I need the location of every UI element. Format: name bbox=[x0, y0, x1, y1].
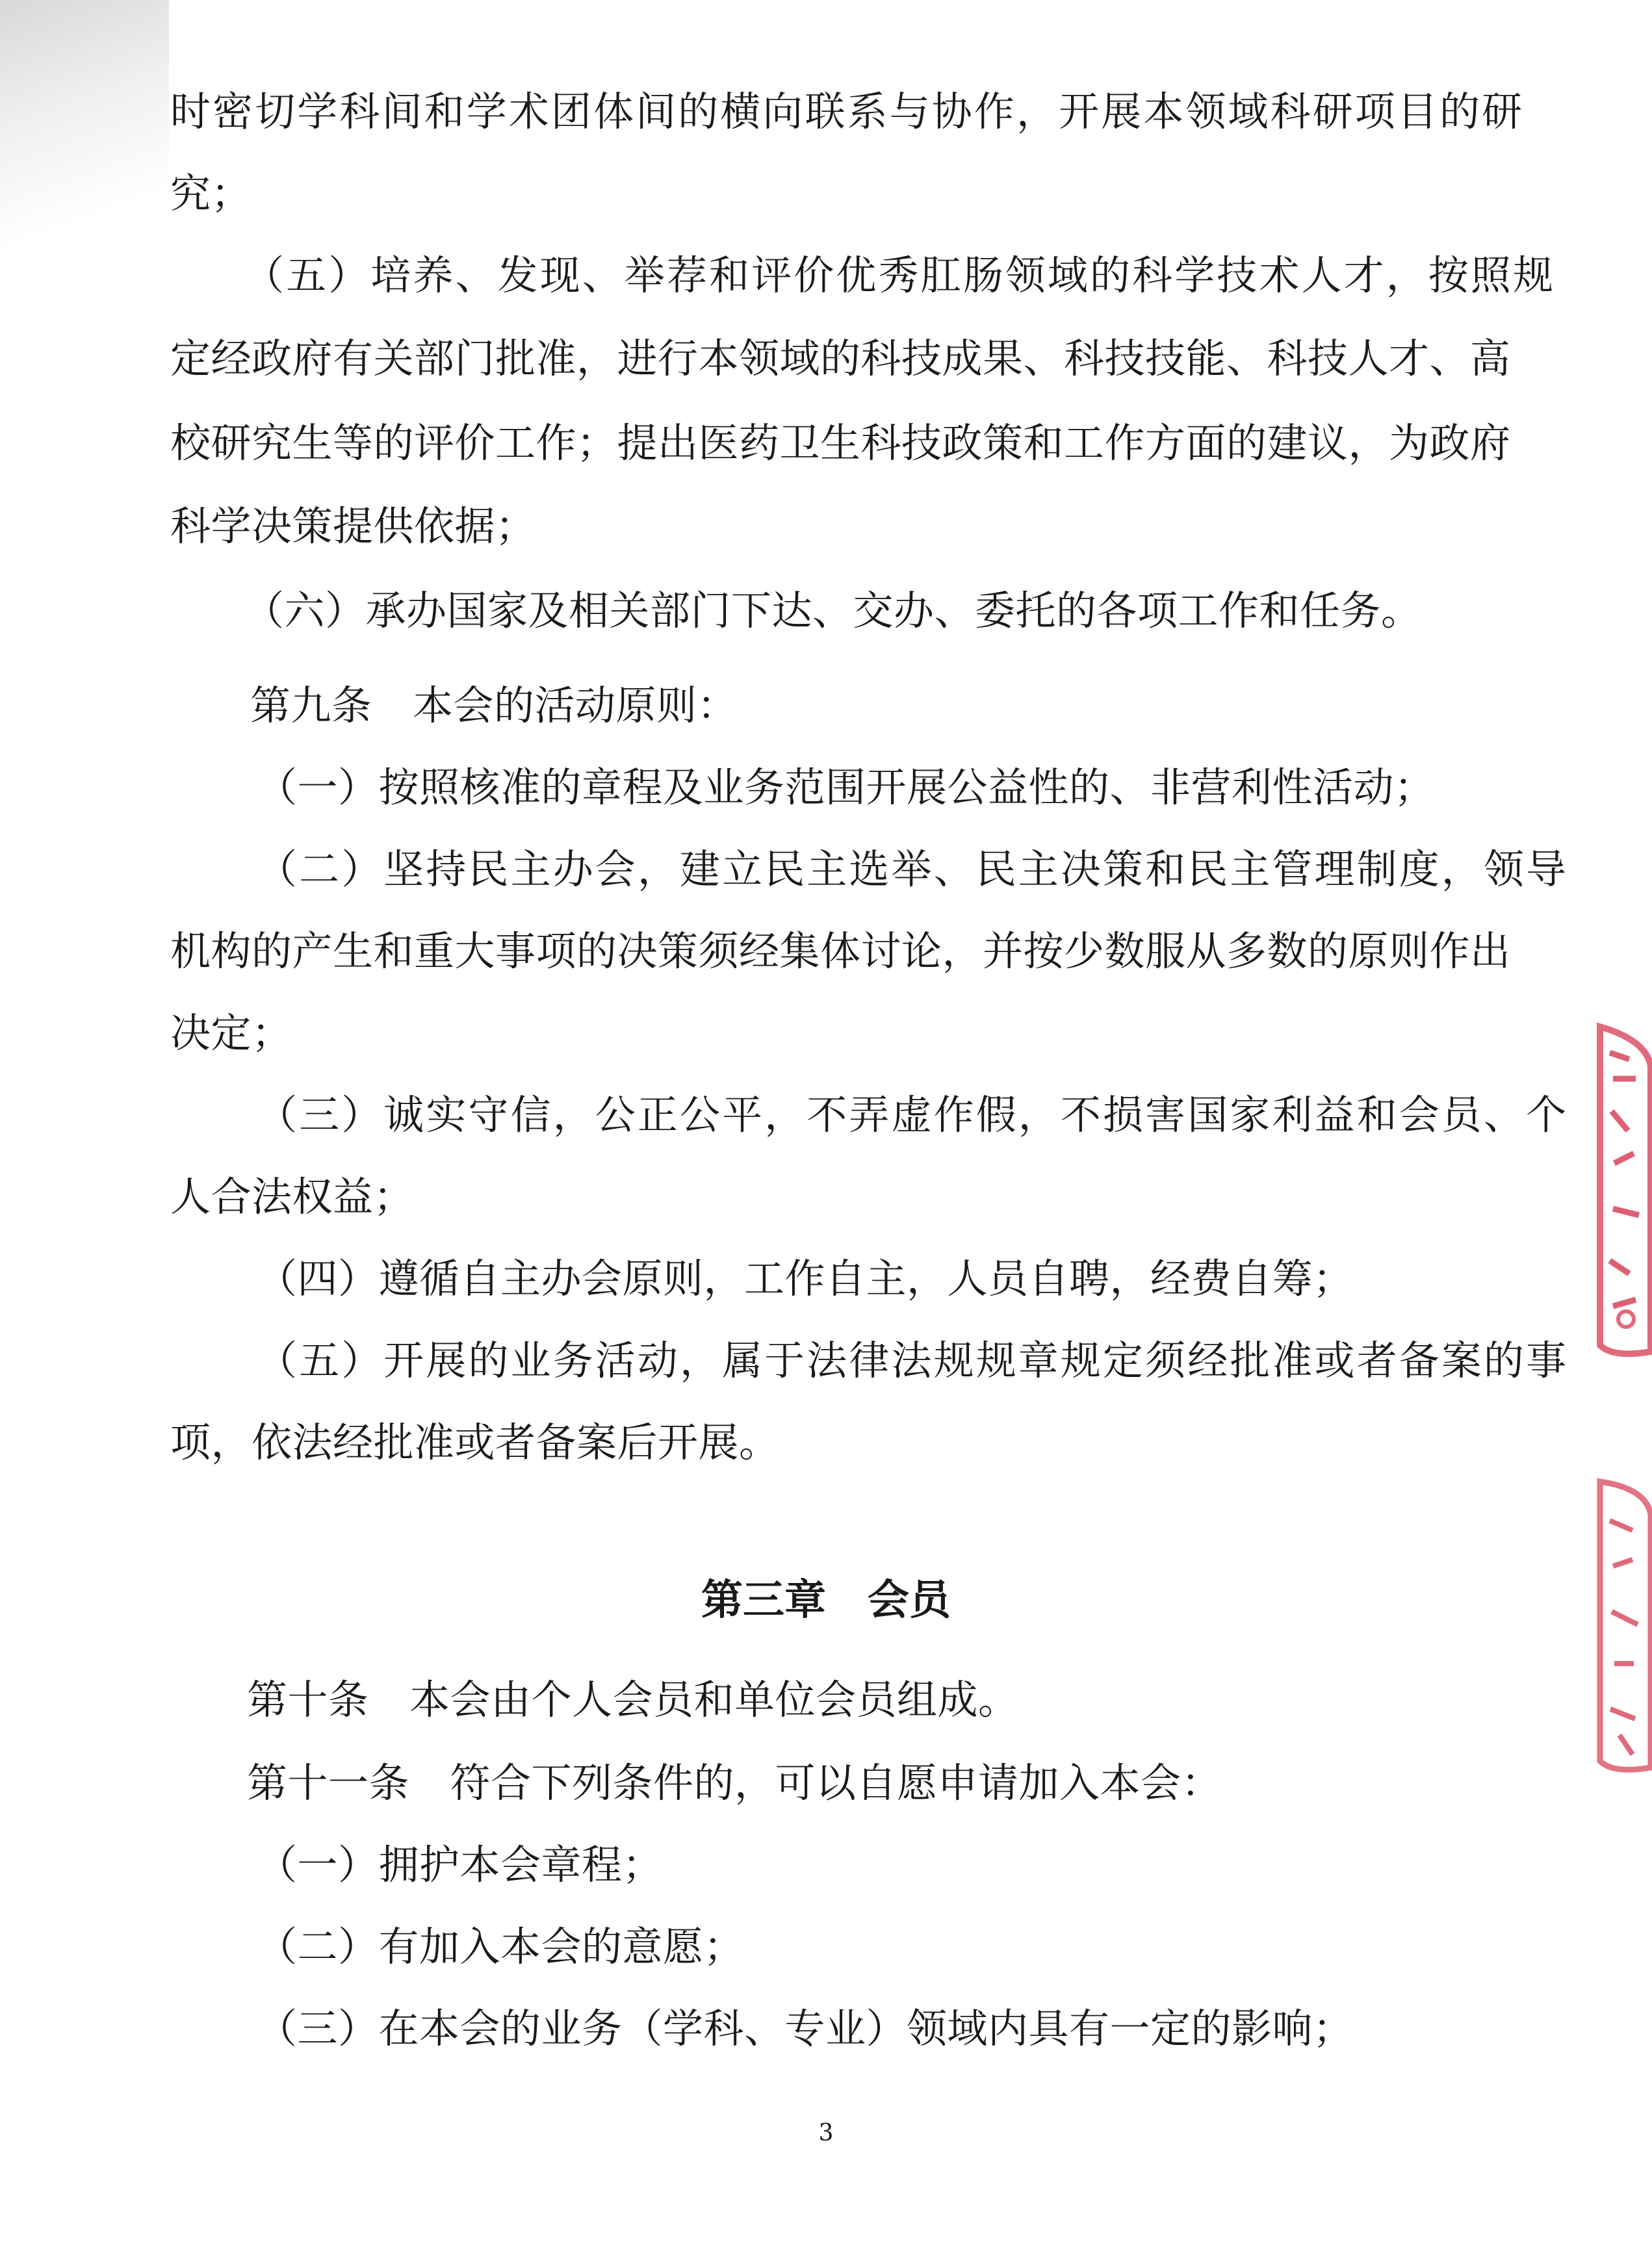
chapter-heading: 第三章 会员 bbox=[701, 1576, 951, 1625]
text-line-11: 机构的产生和重大事项的决策须经集体讨论，并按少数服从多数的原则作出 bbox=[170, 927, 1511, 975]
text-line-13: （三）诚实守信，公正公平，不弄虚作假，不损害国家利益和会员、个 bbox=[257, 1091, 1569, 1138]
text-line-16: （五）开展的业务活动，属于法律法规规章规定须经批准或者备案的事 bbox=[257, 1337, 1569, 1384]
page-fold-shadow bbox=[0, 0, 169, 299]
text-line-2: 究； bbox=[170, 170, 252, 217]
article-9-title: 第九条 本会的活动原则： bbox=[250, 682, 738, 729]
text-line-12: 决定； bbox=[170, 1009, 292, 1057]
text-line-14: 人合法权益； bbox=[170, 1173, 415, 1220]
text-line-7: （六）承办国家及相关部门下达、交办、委托的各项工作和任务。 bbox=[244, 587, 1422, 634]
seal-stamp-upper bbox=[1574, 1014, 1652, 1365]
condition-1: （一）拥护本会章程； bbox=[257, 1841, 664, 1888]
condition-2: （二）有加入本会的意愿； bbox=[257, 1923, 745, 1970]
text-line-3: （五）培养、发现、举荐和评价优秀肛肠领域的科学技术人才，按照规 bbox=[244, 251, 1556, 299]
text-line-6: 科学决策提供依据； bbox=[170, 502, 536, 550]
text-line-15: （四）遵循自主办会原则，工作自主，人员自聘，经费自筹； bbox=[257, 1255, 1354, 1302]
article-10: 第十条 本会由个人会员和单位会员组成。 bbox=[247, 1676, 1019, 1723]
text-line-4: 定经政府有关部门批准，进行本领域的科技成果、科技技能、科技人才、高 bbox=[170, 335, 1511, 382]
text-line-5: 校研究生等的评价工作；提出医药卫生科技政策和工作方面的建议，为政府 bbox=[170, 419, 1511, 467]
text-line-1: 时密切学科间和学术团体间的横向联系与协作，开展本领域科研项目的研 bbox=[170, 88, 1525, 135]
text-line-9: （一）按照核准的章程及业务范围开展公益性的、非营利性活动； bbox=[257, 764, 1435, 811]
text-line-10: （二）坚持民主办会，建立民主选举、民主决策和民主管理制度，领导 bbox=[257, 845, 1569, 893]
condition-3: （三）在本会的业务（学科、专业）领域内具有一定的影响； bbox=[257, 2005, 1354, 2052]
seal-stamp-lower bbox=[1581, 1469, 1652, 1781]
text-line-17: 项，依法经批准或者备案后开展。 bbox=[170, 1419, 780, 1466]
page-number: 3 bbox=[818, 2120, 834, 2146]
article-11-title: 第十一条 符合下列条件的，可以自愿申请加入本会： bbox=[247, 1759, 1222, 1807]
